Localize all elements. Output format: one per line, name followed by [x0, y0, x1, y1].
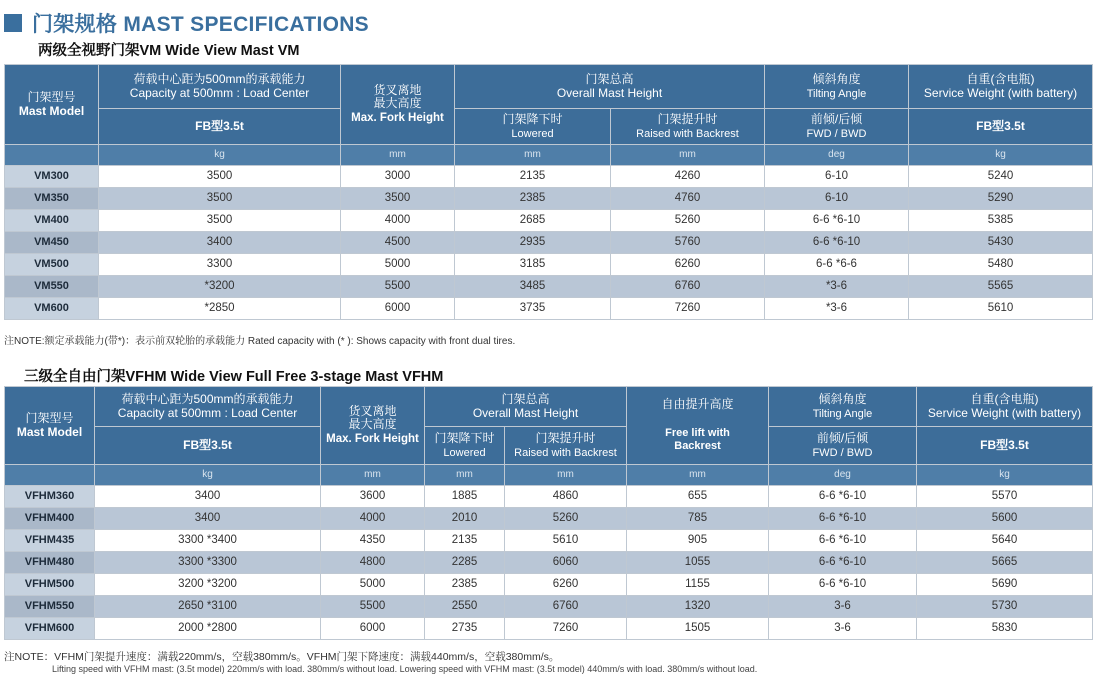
page-header — [4, 8, 369, 38]
table-cell: 6-6 *6-10 — [769, 574, 917, 596]
unit-cell: mm — [627, 465, 769, 486]
col-service-weight: 自重(含电瓶) Service Weight (with battery) — [917, 387, 1093, 427]
table-cell: 1885 — [425, 486, 505, 508]
col-fork-height: 货叉离地 最大高度 Max. Fork Height — [341, 65, 455, 145]
table-cell: 6-6 *6-10 — [769, 530, 917, 552]
table-cell: 6760 — [611, 276, 765, 298]
table-cell: 5290 — [909, 188, 1093, 210]
table-cell: 2385 — [425, 574, 505, 596]
table-cell: 6260 — [505, 574, 627, 596]
table-cell: 2550 — [425, 596, 505, 618]
mast-model-cell: VM300 — [5, 166, 99, 188]
table-cell: 6-10 — [765, 166, 909, 188]
table-cell: 5690 — [917, 574, 1093, 596]
table-row — [5, 166, 1093, 188]
table-cell: 6760 — [505, 596, 627, 618]
table-cell: 5000 — [341, 254, 455, 276]
unit-cell: mm — [611, 145, 765, 166]
mast-model-cell: VFHM550 — [5, 596, 95, 618]
table-cell: 4500 — [341, 232, 455, 254]
table-cell: 3-6 — [769, 596, 917, 618]
col-overall-height: 门架总高 Overall Mast Height — [425, 387, 627, 427]
mast-model-cell: VFHM400 — [5, 508, 95, 530]
table-cell: 5610 — [909, 298, 1093, 320]
table-cell: 2650 *3100 — [95, 596, 321, 618]
unit-cell: mm — [455, 145, 611, 166]
mast-model-cell: VM350 — [5, 188, 99, 210]
table-cell: 6-6 *6-10 — [769, 552, 917, 574]
col-mast-model: 门架型号 Mast Model — [5, 387, 95, 465]
vm-section-title: 两级全视野门架VM Wide View Mast VM — [38, 43, 300, 59]
table-cell: *3-6 — [765, 276, 909, 298]
table-cell: 6-6 *6-10 — [769, 486, 917, 508]
table-cell: 2135 — [425, 530, 505, 552]
table-row — [5, 232, 1093, 254]
title-square-marker — [4, 14, 22, 32]
table-cell: 4000 — [341, 210, 455, 232]
mast-model-cell: VFHM600 — [5, 618, 95, 640]
col-service-weight: 自重(含电瓶) Service Weight (with battery) — [909, 65, 1093, 109]
col-tilting-angle: 倾斜角度 Tilting Angle — [769, 387, 917, 427]
col-overall-height: 门架总高 Overall Mast Height — [455, 65, 765, 109]
table-cell: 3000 — [341, 166, 455, 188]
table-cell: 4760 — [611, 188, 765, 210]
table-cell: 6260 — [611, 254, 765, 276]
table-cell: 3400 — [99, 232, 341, 254]
mast-model-cell: VFHM480 — [5, 552, 95, 574]
table-cell: 5385 — [909, 210, 1093, 232]
table-row — [5, 596, 1093, 618]
table-cell: 1320 — [627, 596, 769, 618]
table-row — [5, 210, 1093, 232]
table-cell: 3735 — [455, 298, 611, 320]
col-fork-height: 货叉离地 最大高度 Max. Fork Height — [321, 387, 425, 465]
table-cell: 5240 — [909, 166, 1093, 188]
table-row — [5, 188, 1093, 210]
col-capacity-sub: FB型3.5t — [95, 427, 321, 465]
mast-model-cell: VFHM360 — [5, 486, 95, 508]
unit-cell: mm — [425, 465, 505, 486]
table-cell: 3500 — [99, 166, 341, 188]
col-weight-sub: FB型3.5t — [917, 427, 1093, 465]
col-capacity-sub: FB型3.5t — [99, 109, 341, 145]
col-mast-model: 门架型号 Mast Model — [5, 65, 99, 145]
table-cell: 3485 — [455, 276, 611, 298]
table-cell: 5500 — [321, 596, 425, 618]
table-cell: 6060 — [505, 552, 627, 574]
table-cell: 3-6 — [769, 618, 917, 640]
unit-cell: kg — [95, 465, 321, 486]
table-cell: 5480 — [909, 254, 1093, 276]
unit-cell: kg — [99, 145, 341, 166]
table-cell: 3300 — [99, 254, 341, 276]
unit-cell: deg — [769, 465, 917, 486]
table-cell: 6000 — [341, 298, 455, 320]
mast-model-cell: VM600 — [5, 298, 99, 320]
table-cell: 5260 — [505, 508, 627, 530]
unit-cell — [5, 145, 99, 166]
table-row — [5, 298, 1093, 320]
mast-model-cell: VFHM500 — [5, 574, 95, 596]
unit-cell: deg — [765, 145, 909, 166]
table-row — [5, 618, 1093, 640]
table-cell: 2135 — [455, 166, 611, 188]
table-cell: 1505 — [627, 618, 769, 640]
table-cell: 5760 — [611, 232, 765, 254]
table-cell: 6000 — [321, 618, 425, 640]
table-cell: 3400 — [95, 486, 321, 508]
table-cell: 3300 *3400 — [95, 530, 321, 552]
vfhm-section-title: 三级全自由门架VFHM Wide View Full Free 3-stage Mast VFHM — [24, 369, 444, 385]
mast-model-cell: VM400 — [5, 210, 99, 232]
table-row — [5, 552, 1093, 574]
table-cell: 5565 — [909, 276, 1093, 298]
vfhm-spec-table — [4, 386, 1093, 640]
table-cell: 5500 — [341, 276, 455, 298]
vm-spec-table — [4, 64, 1093, 320]
table-cell: 5260 — [611, 210, 765, 232]
table-cell: 5665 — [917, 552, 1093, 574]
table-cell: 3500 — [99, 188, 341, 210]
vfhm-note: 注NOTE：VFHM门架提升速度：满载220mm/s，空载380mm/s。VFHM门架下降速度：满载440mm/s，空载380mm/s。 — [4, 651, 560, 663]
table-cell: 3400 — [95, 508, 321, 530]
table-cell: 3200 *3200 — [95, 574, 321, 596]
table-cell: 7260 — [505, 618, 627, 640]
table-cell: 2935 — [455, 232, 611, 254]
vm-note: 注NOTE:额定承载能力(带*)：表示前双轮胎的承载能力 Rated capacity with (* ): Shows capacity with front dual tires. — [4, 336, 516, 347]
col-tilting-angle: 倾斜角度 Tilting Angle — [765, 65, 909, 109]
col-raised: 门架提升时 Raised with Backrest — [611, 109, 765, 145]
col-raised: 门架提升时 Raised with Backrest — [505, 427, 627, 465]
table-cell: 3600 — [321, 486, 425, 508]
table-cell: *3-6 — [765, 298, 909, 320]
col-free-lift: 自由提升高度 Free lift with Backrest — [627, 387, 769, 465]
col-tilt-sub: 前倾/后倾 FWD / BWD — [765, 109, 909, 145]
table-cell: 905 — [627, 530, 769, 552]
table-cell: 4260 — [611, 166, 765, 188]
mast-model-cell: VM500 — [5, 254, 99, 276]
vfhm-note-english: Lifting speed with VFHM mast: (3.5t model) 220mm/s with load. 380mm/s without load. Lowering speed with VFHM mast: (3.5t model) 440mm/s with load. 380mm/s without load. — [52, 664, 758, 674]
unit-cell: mm — [505, 465, 627, 486]
unit-cell: mm — [321, 465, 425, 486]
table-cell: 5640 — [917, 530, 1093, 552]
table-row — [5, 574, 1093, 596]
table-cell: 5610 — [505, 530, 627, 552]
mast-model-cell: VM450 — [5, 232, 99, 254]
table-cell: 6-6 *6-10 — [765, 232, 909, 254]
table-cell: 3500 — [99, 210, 341, 232]
table-row — [5, 276, 1093, 298]
col-capacity: 荷载中心距为500mm的承载能力 Capacity at 500mm : Load Center — [95, 387, 321, 427]
table-cell: 3300 *3300 — [95, 552, 321, 574]
table-cell: 3185 — [455, 254, 611, 276]
table-row — [5, 254, 1093, 276]
col-capacity: 荷载中心距为500mm的承载能力 Capacity at 500mm : Load Center — [99, 65, 341, 109]
table-cell: 5000 — [321, 574, 425, 596]
table-cell: 6-6 *6-10 — [765, 210, 909, 232]
table-cell: *3200 — [99, 276, 341, 298]
table-cell: 6-10 — [765, 188, 909, 210]
table-cell: 3500 — [341, 188, 455, 210]
unit-cell: kg — [909, 145, 1093, 166]
unit-cell: mm — [341, 145, 455, 166]
table-row — [5, 486, 1093, 508]
table-cell: 785 — [627, 508, 769, 530]
unit-cell — [5, 465, 95, 486]
table-cell: 1155 — [627, 574, 769, 596]
table-cell: 2385 — [455, 188, 611, 210]
table-cell: 2735 — [425, 618, 505, 640]
col-lowered: 门架降下时 Lowered — [425, 427, 505, 465]
col-lowered: 门架降下时 Lowered — [455, 109, 611, 145]
table-cell: 5830 — [917, 618, 1093, 640]
table-cell: 4800 — [321, 552, 425, 574]
col-weight-sub: FB型3.5t — [909, 109, 1093, 145]
table-cell: 2000 *2800 — [95, 618, 321, 640]
table-cell: 2285 — [425, 552, 505, 574]
col-tilt-sub: 前倾/后倾 FWD / BWD — [769, 427, 917, 465]
table-cell: 5430 — [909, 232, 1093, 254]
table-row — [5, 508, 1093, 530]
table-cell: 2010 — [425, 508, 505, 530]
table-cell: 4860 — [505, 486, 627, 508]
mast-model-cell: VFHM435 — [5, 530, 95, 552]
table-cell: 4350 — [321, 530, 425, 552]
mast-model-cell: VM550 — [5, 276, 99, 298]
table-cell: 6-6 *6-6 — [765, 254, 909, 276]
table-row — [5, 530, 1093, 552]
table-cell: 7260 — [611, 298, 765, 320]
table-cell: 5600 — [917, 508, 1093, 530]
table-cell: 1055 — [627, 552, 769, 574]
table-cell: 6-6 *6-10 — [769, 508, 917, 530]
unit-cell: kg — [917, 465, 1093, 486]
table-cell: 5570 — [917, 486, 1093, 508]
table-cell: 655 — [627, 486, 769, 508]
table-cell: *2850 — [99, 298, 341, 320]
page-title: 门架规格 MAST SPECIFICATIONS — [32, 13, 369, 36]
table-cell: 4000 — [321, 508, 425, 530]
table-cell: 2685 — [455, 210, 611, 232]
table-cell: 5730 — [917, 596, 1093, 618]
